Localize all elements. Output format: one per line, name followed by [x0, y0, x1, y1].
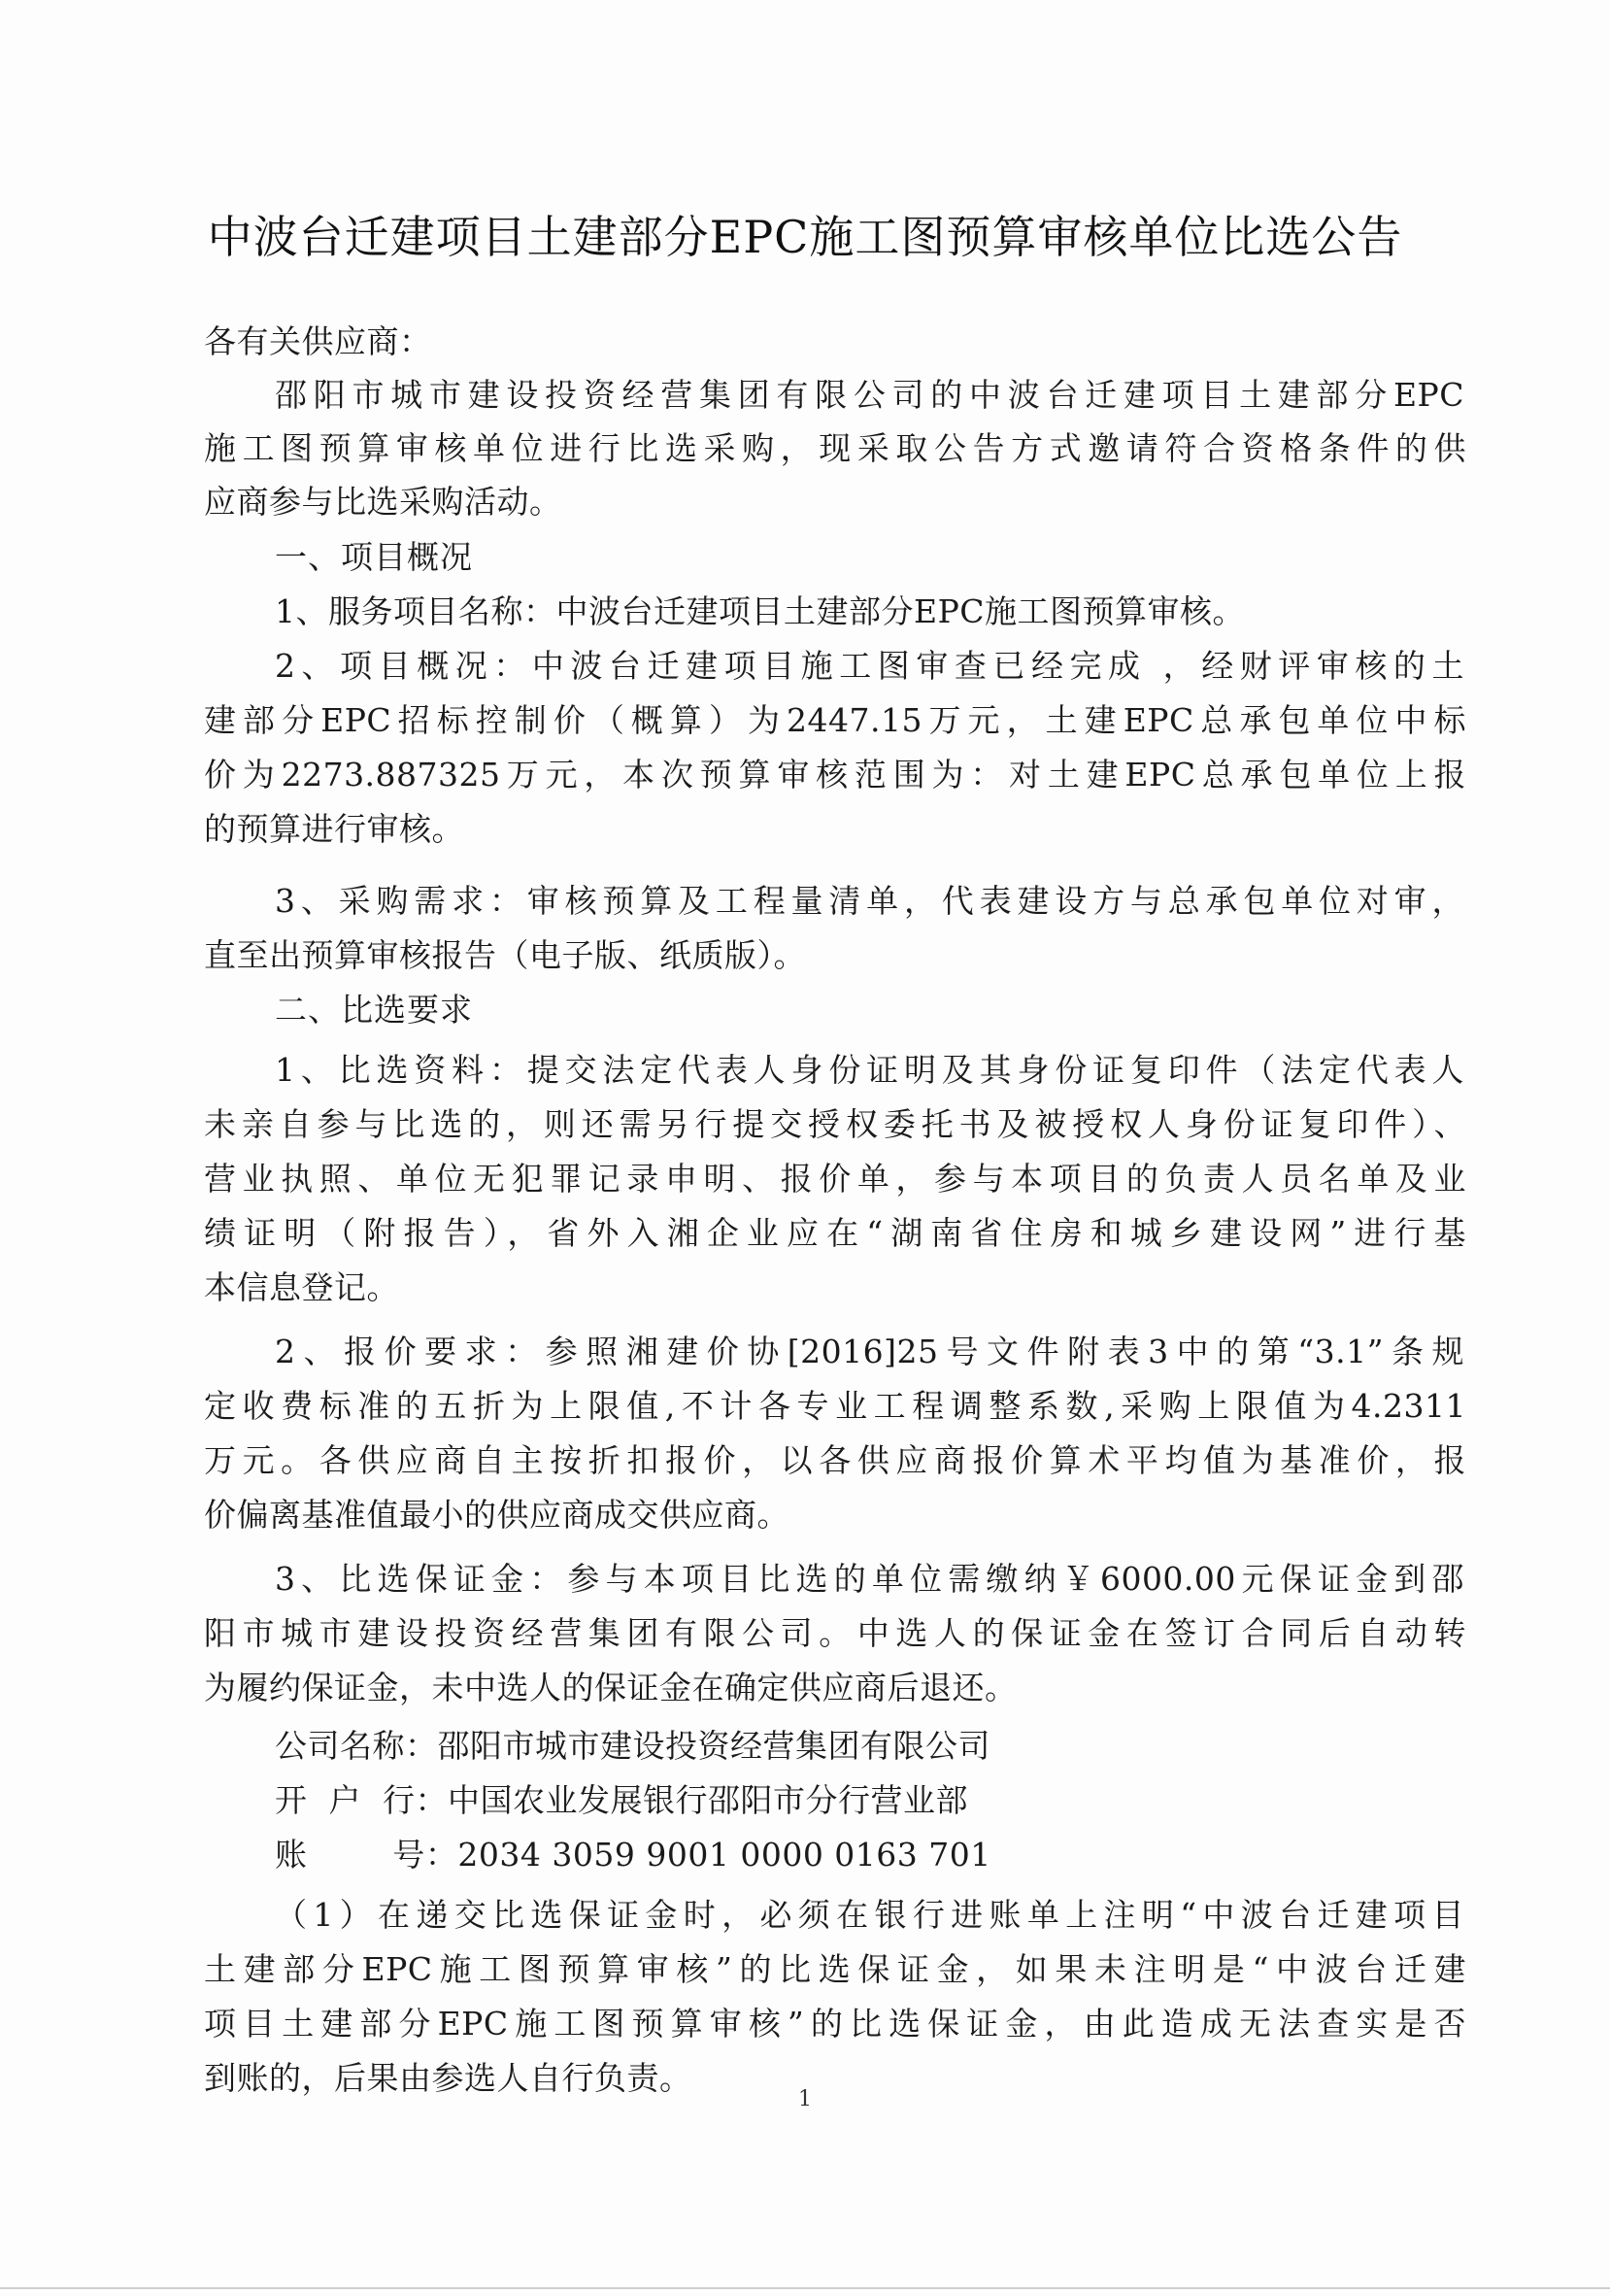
- section-1-item-1: 1、服务项目名称：中波台迁建项目土建部分EPC施工图预算审核。: [275, 592, 1246, 630]
- section-2-heading: 二、比选要求: [275, 991, 473, 1029]
- page-bottom-edge: [0, 2287, 1610, 2289]
- document-title: 中波台迁建项目土建部分EPC施工图预算审核单位比选公告: [207, 211, 1403, 263]
- note-1-line: 到账的，后果由参选人自行负责。: [204, 2059, 692, 2097]
- section-1-item-2-line: 2、项目概况：中波台迁建项目施工图审查已经完成 ，经财评审核的土: [275, 647, 1464, 685]
- section-1-item-2-line: 建部分EPC招标控制价（概算）为2447.15万元，土建EPC总承包单位中标: [204, 701, 1466, 739]
- section-2-item-1-line: 营业执照、单位无犯罪记录申明、报价单，参与本项目的负责人员名单及业: [204, 1160, 1466, 1198]
- company-name: 公司名称：邵阳市城市建设投资经营集团有限公司: [275, 1727, 990, 1765]
- intro-line: 施工图预算审核单位进行比选采购，现采取公告方式邀请符合资格条件的供: [204, 429, 1466, 467]
- section-2-item-1-line: 1、比选资料：提交法定代表人身份证明及其身份证复印件（法定代表人: [275, 1051, 1464, 1089]
- note-1-line: 土建部分EPC施工图预算审核”的比选保证金，如果未注明是“中波台迁建: [204, 1950, 1466, 1988]
- section-2-item-1-line: 未亲自参与比选的，则还需另行提交授权委托书及被授权人身份证复印件）、: [204, 1105, 1466, 1143]
- section-1-item-3-line: 直至出预算审核报告（电子版、纸质版）。: [204, 936, 806, 974]
- section-2-item-1-line: 本信息登记。: [204, 1268, 399, 1306]
- section-1-heading: 一、项目概况: [275, 538, 473, 576]
- section-1-item-2-line: 价为2273.887325万元，本次预算审核范围为：对土建EPC总承包单位上报: [204, 756, 1466, 793]
- section-1-item-3-line: 3、采购需求：审核预算及工程量清单，代表建设方与总承包单位对审，: [275, 882, 1464, 920]
- note-1-line: 项目土建部分EPC施工图预算审核”的比选保证金，由此造成无法查实是否: [204, 2005, 1466, 2043]
- page-number: 1: [798, 2087, 812, 2111]
- section-2-item-1-line: 绩证明（附报告），省外入湘企业应在“湖南省住房和城乡建设网”进行基: [204, 1214, 1466, 1252]
- greeting: 各有关供应商：: [204, 322, 432, 360]
- section-2-item-3-line: 3、比选保证金：参与本项目比选的单位需缴纳￥6000.00元保证金到邵: [275, 1560, 1464, 1598]
- intro-line: 应商参与比选采购活动。: [204, 483, 562, 521]
- section-2-item-2-line: 万元。各供应商自主按折扣报价，以各供应商报价算术平均值为基准价，报: [204, 1441, 1466, 1479]
- intro-line: 邵阳市城市建设投资经营集团有限公司的中波台迁建项目土建部分EPC: [275, 376, 1464, 414]
- section-2-item-3-line: 为履约保证金，未中选人的保证金在确定供应商后退还。: [204, 1669, 1018, 1706]
- section-2-item-2-line: 2、报价要求：参照湘建价协[2016]25号文件附表3中的第“3.1”条规: [275, 1333, 1464, 1370]
- section-2-item-2-line: 定收费标准的五折为上限值,不计各专业工程调整系数,采购上限值为4.2311: [204, 1387, 1466, 1425]
- note-1-line: （1）在递交比选保证金时，必须在银行进账单上注明“中波台迁建项目: [275, 1896, 1464, 1934]
- section-2-item-3-line: 阳市城市建设投资经营集团有限公司。中选人的保证金在签订合同后自动转: [204, 1614, 1466, 1652]
- section-2-item-2-line: 价偏离基准值最小的供应商成交供应商。: [204, 1496, 789, 1534]
- bank-name: 开 户 行：中国农业发展银行邵阳市分行营业部: [275, 1781, 968, 1819]
- section-1-item-2-line: 的预算进行审核。: [204, 810, 464, 848]
- account-number: 账 号：2034 3059 9001 0000 0163 701: [275, 1836, 991, 1874]
